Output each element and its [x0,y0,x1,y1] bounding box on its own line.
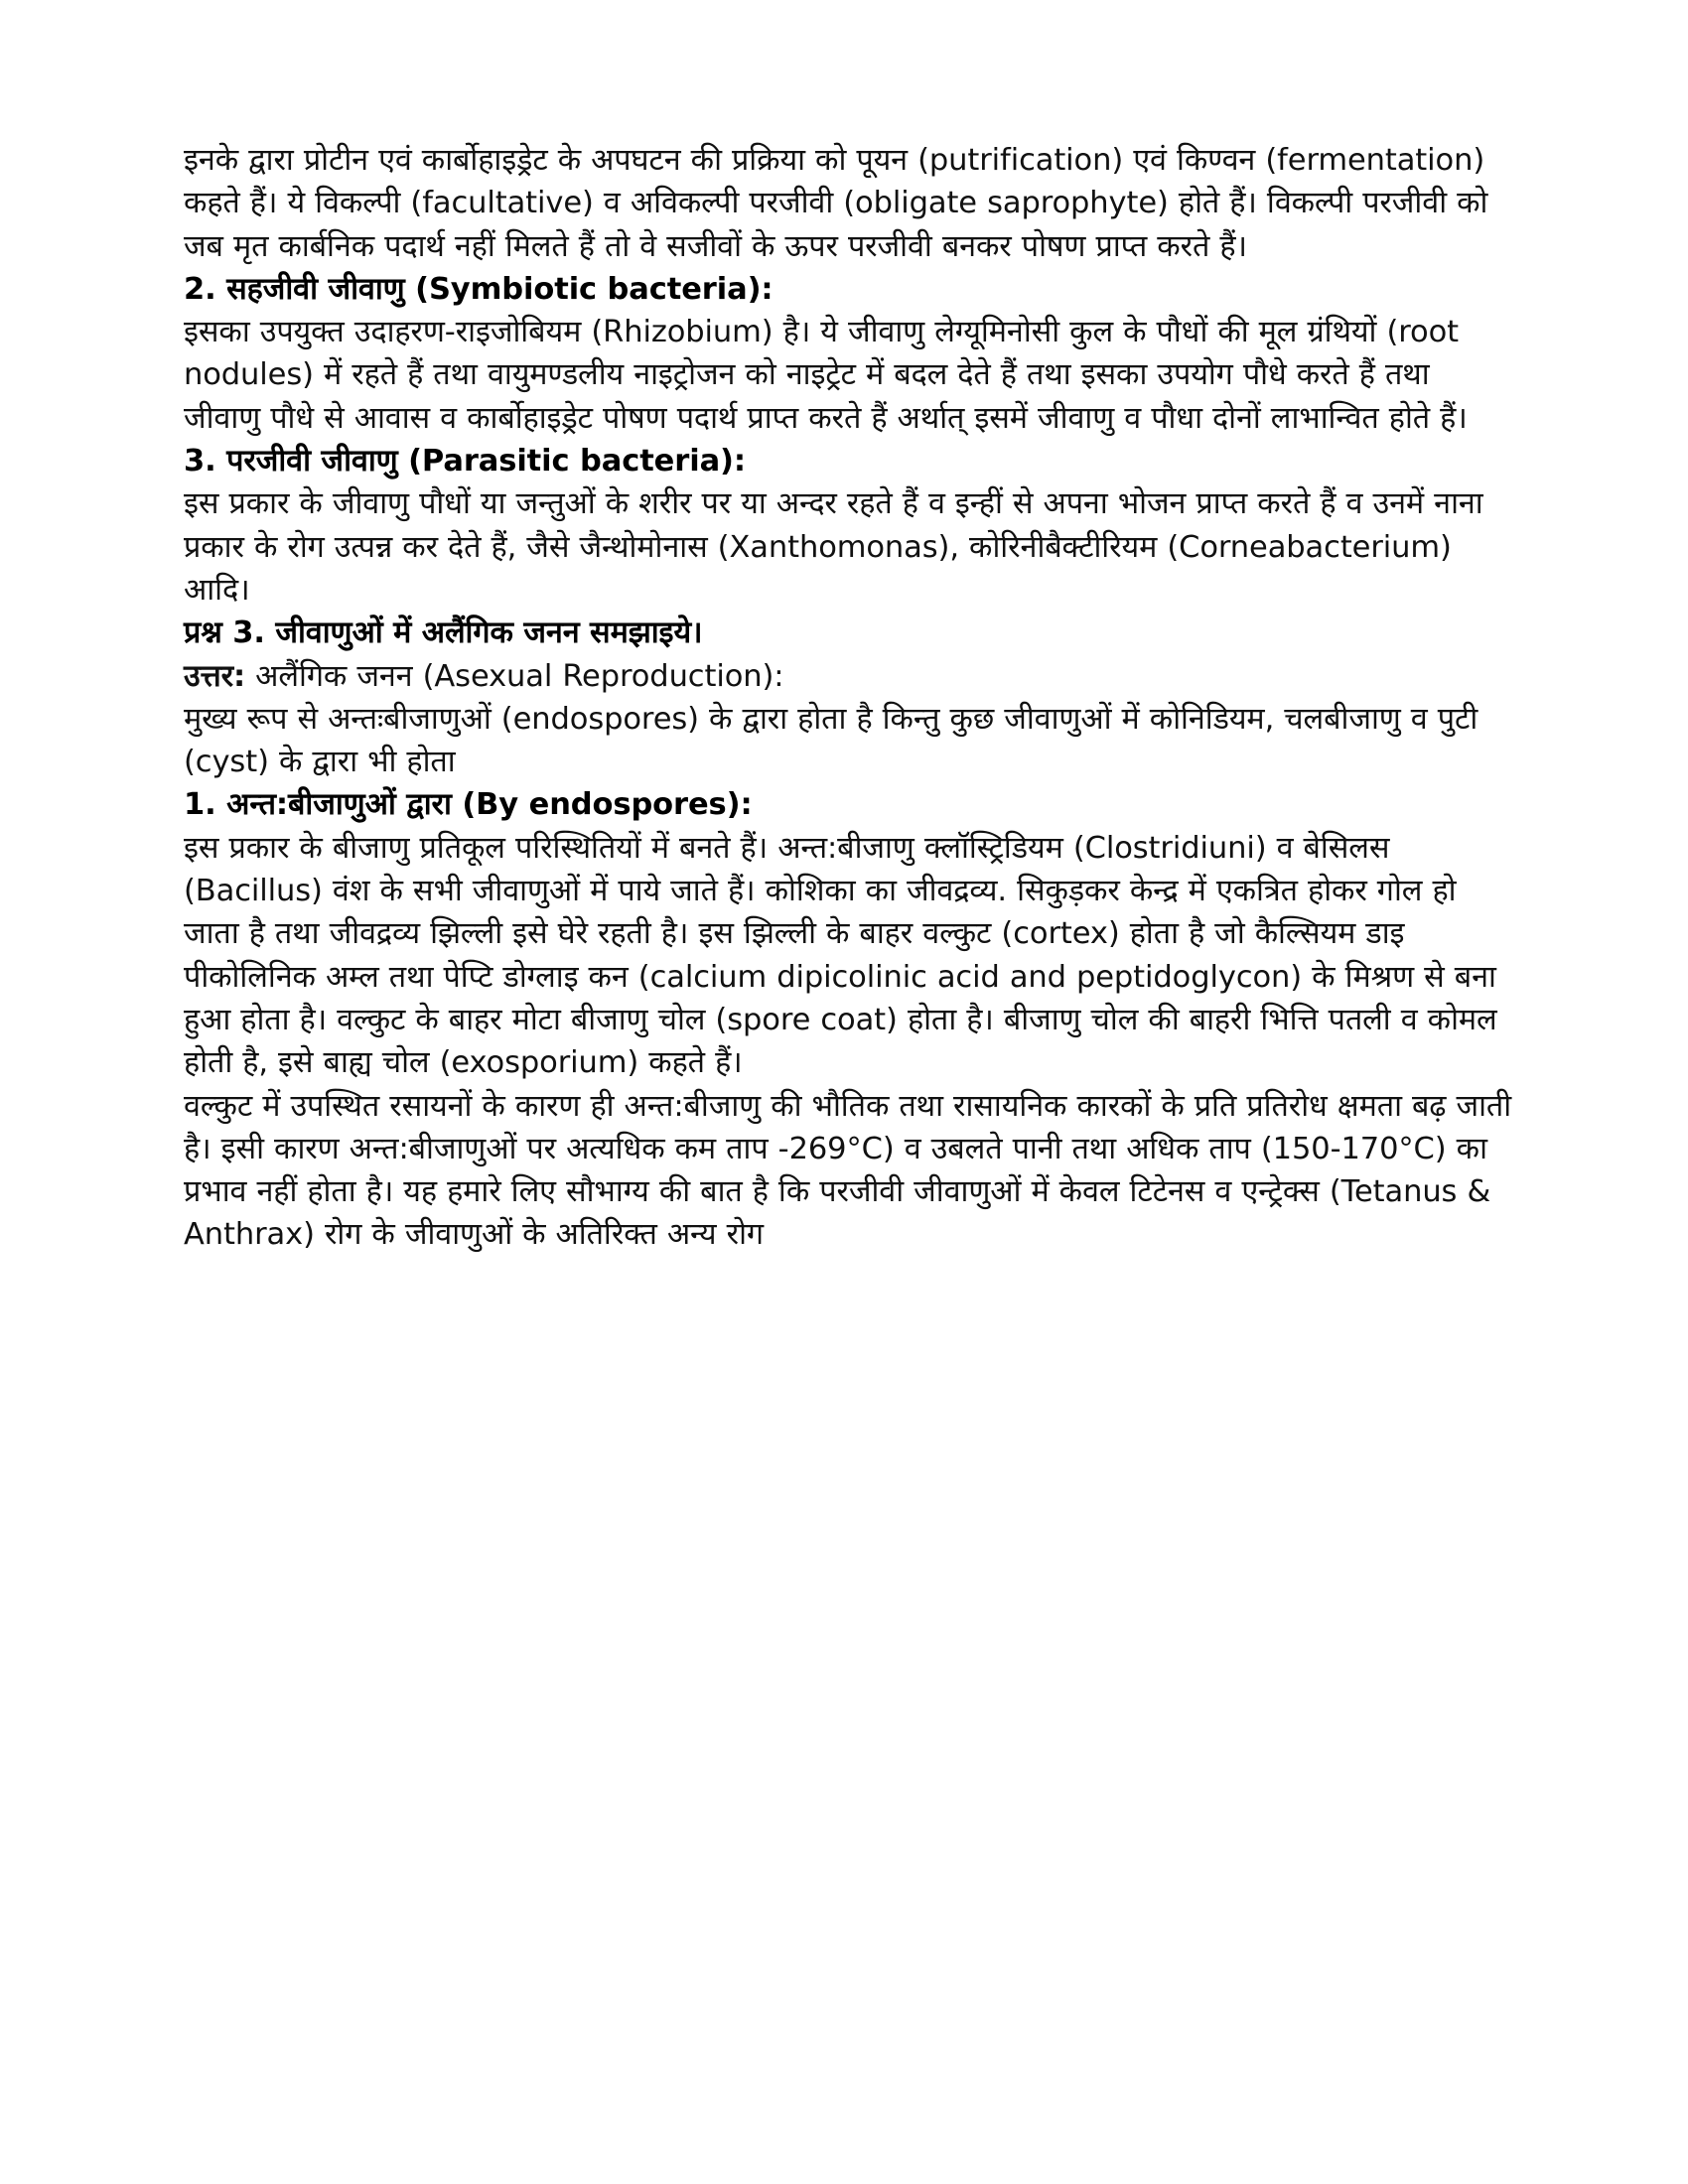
heading-parasitic-bacteria: 3. परजीवी जीवाणु (Parasitic bacteria): [184,444,746,479]
paragraph-endospore-resistance: वल्कुट में उपस्थित रसायनों के कारण ही अन्त:बीजाणु की भौतिक तथा रासायनिक कारकों के प्रति प्रतिरोध क्षमता बढ़ जाती है। इसी कारण अन्त:बीजाणुओं पर अत्यधिक कम ताप -269°C) व उबलते पानी तथा अधिक ताप (150-170°C) का प्रभाव नहीं होता है। यह हमारे लिए सौभाग्य की बात है कि परजीवी जीवाणुओं में केवल टिटेनस व एन्ट्रेक्स (Tetanus & Anthrax) रोग के जीवाणुओं के अतिरिक्त अन्य रोग [184,1088,1512,1253]
heading-by-endospores: 1. अन्त:बीजाणुओं द्वारा (By endospores): [184,787,753,823]
paragraph-answer-lead [184,655,1514,698]
paragraph-saprophyte: इनके द्वारा प्रोटीन एवं कार्बोहाइड्रेट के अपघटन की प्रक्रिया को पूयन (putrification) एवं किण्वन (fermentation) कहते हैं। ये विकल्पी (facultative) व अविकल्पी परजीवी (obligate saprophyte) होते हैं। विकल्पी परजीवी को जब मृत कार्बनिक पदार्थ नहीं मिलते हैं तो वे सजीवों के ऊपर परजीवी बनकर पोषण प्राप्त करते हैं। [184,143,1488,264]
heading-symbiotic-bacteria: 2. सहजीवी जीवाणु (Symbiotic bacteria): [184,271,774,307]
paragraph-parasitic: इस प्रकार के जीवाणु पौधों या जन्तुओं के शरीर पर या अन्दर रहते हैं व इन्हीं से अपना भोजन प्राप्त करते हैं व उनमें नाना प्रकार के रोग उत्पन्न कर देते हैं, जैसे जैन्थोमोनास (Xanthomonas), कोरिनीबैक्टीरियम (Corneabacterium) आदि। [184,486,1483,608]
paragraph-asexual-intro: मुख्य रूप से अन्तःबीजाणुओं (endospores) के द्वारा होता है किन्तु कुछ जीवाणुओं में कोनिडियम, चलबीजाणु व पुटी (cyst) के द्वारा भी होता [184,701,1478,780]
answer-text: अलैंगिक जनन (Asexual Reproduction): [245,658,784,694]
document-body [184,139,1514,1257]
paragraph-symbiotic: इसका उपयुक्त उदाहरण-राइजोबियम (Rhizobium) है। ये जीवाणु लेग्यूमिनोसी कुल के पौधों की मूल ग्रंथियों (root nodules) में रहते हैं तथा वायुमण्डलीय नाइट्रोजन को नाइट्रेट में बदल देते हैं तथा इसका उपयोग पौधे करते हैं तथा जीवाणु पौधे से आवास व कार्बोहाइड्रेट पोषण पदार्थ प्राप्त करते हैं अर्थात् इसमें जीवाणु व पौधा दोनों लाभान्वित होते हैं। [184,315,1468,436]
paragraph-endospore-structure: इस प्रकार के बीजाणु प्रतिकूल परिस्थितियों में बनते हैं। अन्त:बीजाणु क्लॉस्ट्रिडियम (Clostridiuni) व बेसिलस (Bacillus) वंश के सभी जीवाणुओं में पाये जाते हैं। कोशिका का जीवद्रव्य. सिकुड़कर केन्द्र में एकत्रित होकर गोल हो जाता है तथा जीवद्रव्य झिल्ली इसे घेरे रहती है। इस झिल्ली के बाहर वल्कुट (cortex) होता है जो कैल्सियम डाइ पीकोलिनिक अम्ल तथा पेप्टि डोग्लाइ कन (calcium dipicolinic acid and peptidoglycon) के मिश्रण से बना हुआ होता है। वल्कुट के बाहर मोटा बीजाणु चोल (spore coat) होता है। बीजाणु चोल की बाहरी भित्ति पतली व कोमल होती है, इसे बाह्य चोल (exosporium) कहते हैं। [184,830,1497,1081]
heading-question-3: प्रश्न 3. जीवाणुओं में अलैंगिक जनन समझाइये। [184,615,703,651]
answer-label: उत्तर: [184,658,246,694]
